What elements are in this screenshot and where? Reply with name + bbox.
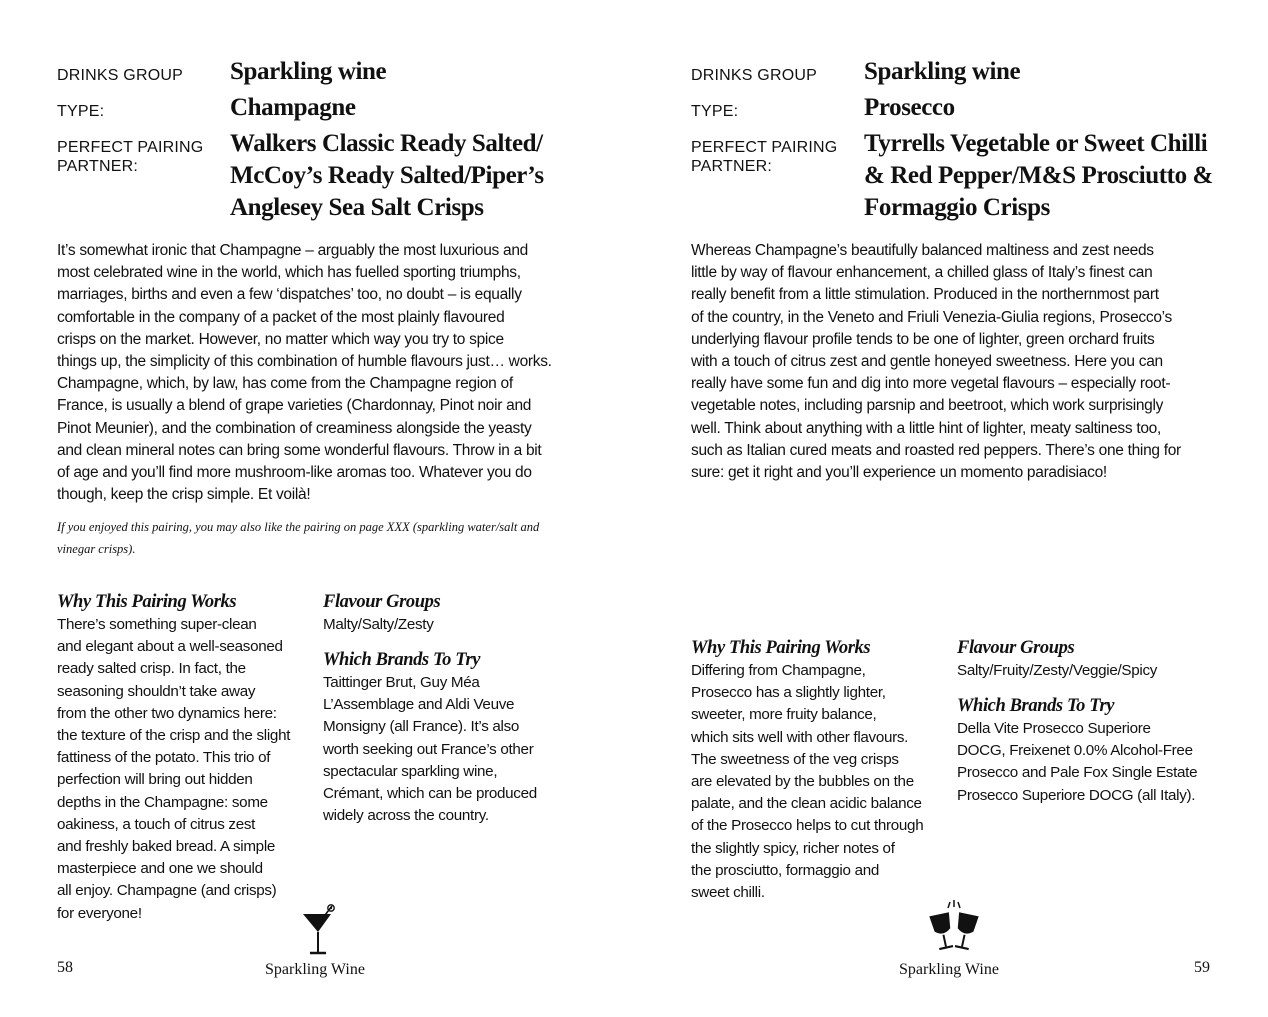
drinks-group-value: Sparkling wine: [230, 58, 387, 85]
type-label: TYPE:: [691, 103, 739, 120]
intro-paragraph: It’s somewhat ironic that Champagne – arguably the most luxurious and most celebrated wine in the world, which has fuelled sporting triumphs, marriages, births and even a few ‘dispatches’ too, no doubt – is equally comfortable in the company of a packet of the most plainly flavoured crisps on the market. However, no matter which way you try to spice things up, the simplicity of this combination of humble flavours just… works. Champagne, which, by law, has come from the Champagne region of France, is usually a blend of grape varieties (Chardonnay, Pinot noir and Pinot Meunier), and the combination of creaminess alongside the yeasty and clean mineral notes can bring some wonderful flavours. Throw in a bit of age and you’ll find more mushroom-like aromas too. Whatever you do though, keep the crisp simple. Et voilà!: [57, 242, 552, 504]
flavour-heading: Flavour Groups: [957, 638, 1075, 658]
pairing-value: Walkers Classic Ready Salted/ McCoy’s Ready Salted/Piper’s Anglesey Sea Salt Crisps: [230, 130, 544, 221]
page-number: 58: [57, 959, 73, 976]
type-value: Prosecco: [864, 94, 955, 121]
flavour-heading: Flavour Groups: [323, 592, 441, 612]
brands-text: Taittinger Brut, Guy Méa L’Assemblage and Aldi Veuve Monsigny (all France). It’s also worth seeking out France’s other spectacular sparkling wine, Crémant, which can be produced widely across the country.: [323, 674, 537, 825]
brands-heading: Which Brands To Try: [323, 650, 481, 670]
type-value: Champagne: [230, 94, 356, 121]
drinks-group-value: Sparkling wine: [864, 58, 1021, 85]
type-label: TYPE:: [57, 103, 105, 120]
running-footer: Sparkling Wine: [899, 961, 999, 978]
why-heading: Why This Pairing Works: [691, 638, 871, 658]
brands-heading: Which Brands To Try: [957, 696, 1115, 716]
flavour-text: Malty/Salty/Zesty: [323, 616, 434, 633]
why-text: There’s something super-clean and elegant about a well-seasoned ready salted crisp. In fact, the seasoning shouldn’t take away from the other two dynamics here: the texture of the crisp and the slight fattiness of the potato. This trio of perfection will bring out hidden depths in the Champagne: some oakiness, a touch of citrus zest and freshly baked bread. A simple masterpiece and one we should all enjoy. Champagne (and crisps) for everyone!: [57, 616, 291, 922]
clinking-glasses-icon: [924, 900, 984, 954]
why-heading: Why This Pairing Works: [57, 592, 237, 612]
pairing-value: Tyrrells Vegetable or Sweet Chilli & Red Pepper/M&S Prosciutto & Formaggio Crisps: [864, 130, 1213, 221]
pairing-label: PERFECT PAIRING PARTNER:: [691, 139, 838, 175]
drinks-group-label: DRINKS GROUP: [691, 67, 817, 84]
why-text: Differing from Champagne, Prosecco has a slightly lighter, sweeter, more fruity balance, which sits well with other flavours. The sweetness of the veg crisps are elevated by the bubbles on the palate, and the clean acidic balance of the Prosecco helps to cut through the slightly spicy, richer notes of the prosciutto, formaggio and sweet chilli.: [691, 662, 924, 902]
right-page: [634, 0, 1268, 1017]
flavour-text: Salty/Fruity/Zesty/Veggie/Spicy: [957, 662, 1158, 679]
intro-paragraph: Whereas Champagne’s beautifully balanced maltiness and zest needs little by way of flavour enhancement, a chilled glass of Italy’s finest can really benefit from a little stimulation. Produced in the northernmost part of the country, in the Veneto and Friuli Venezia-Giulia regions, Prosecco’s underlying flavour profile tends to be one of lighter, green orchard fruits with a touch of citrus zest and gentle honeyed sweetness. Here you can really have some fun and dig into more vegetal flavours – especially root- vegetable notes, including parsnip and beetroot, which work surprisingly well. Think about anything with a little hint of lighter, meaty saltiness too, such as Italian cured meats and roasted red peppers. There’s one thing for sure: get it right and you’ll experience un momento paradisiaco!: [691, 242, 1181, 482]
drinks-group-label: DRINKS GROUP: [57, 67, 183, 84]
pairing-label: PERFECT PAIRING PARTNER:: [57, 139, 204, 175]
page-number: 59: [1194, 959, 1210, 976]
cocktail-glass-icon: [300, 902, 336, 958]
related-pairing-note: If you enjoyed this pairing, you may also like the pairing on page XXX (sparkling water/salt and vinegar crisps).: [57, 520, 540, 556]
brands-text: Della Vite Prosecco Superiore DOCG, Freixenet 0.0% Alcohol-Free Prosecco and Pale Fox Single Estate Prosecco Superiore DOCG (all Italy).: [957, 720, 1198, 804]
running-footer: Sparkling Wine: [265, 961, 365, 978]
